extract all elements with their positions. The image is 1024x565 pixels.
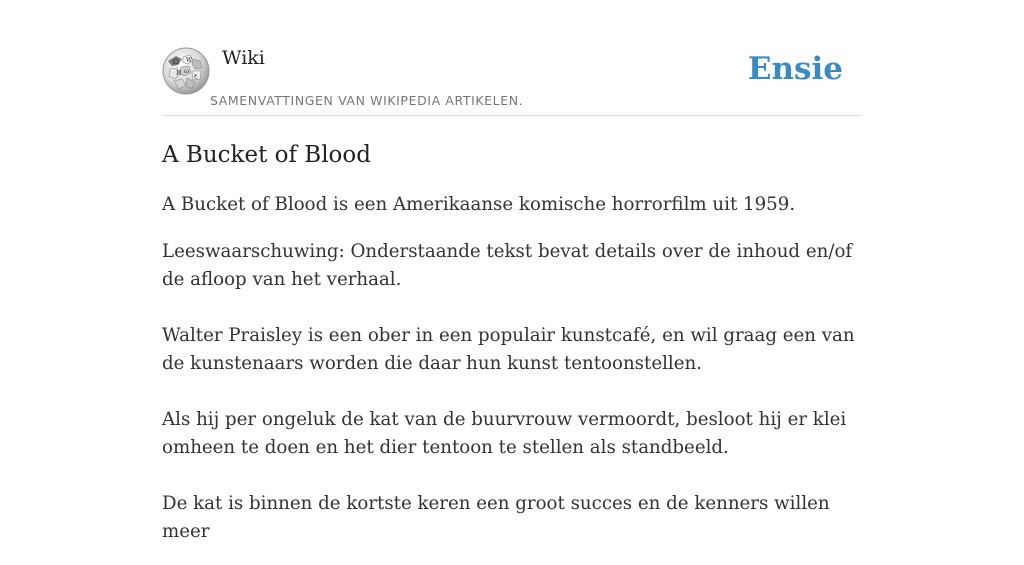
svg-text:Ω: Ω	[173, 58, 179, 66]
article-paragraph: De kat is binnen de kortste keren een groot succes en de kenners willen meer	[162, 493, 830, 542]
article-paragraph: A Bucket of Blood is een Amerikaanse komische horrorfilm uit 1959.	[162, 194, 796, 215]
article-title: A Bucket of Blood	[162, 142, 371, 168]
svg-text:W: W	[186, 57, 193, 64]
site-title-link[interactable]: Wiki	[222, 47, 265, 69]
article-paragraph: Walter Praisley is een ober in een populair kunstcafé, en wil graag een van de kunstenaars worden die daar hun kunst tentoonstellen.	[162, 325, 855, 374]
wikipedia-globe-icon[interactable]	[162, 47, 210, 95]
article-paragraph: Als hij per ongeluk de kat van de buurvrouw vermoordt, besloot hij er klei omheen te doen en het dier tentoon te stellen als standbeeld.	[162, 409, 847, 458]
brand-logo-link[interactable]: Ensie	[747, 51, 843, 87]
article-body	[162, 191, 862, 546]
site-tagline: SAMENVATTINGEN VAN WIKIPEDIA ARTIKELEN.	[210, 93, 524, 108]
svg-text:ع: ع	[194, 72, 198, 79]
content-container	[162, 0, 862, 565]
svg-text:И: И	[176, 70, 182, 77]
svg-text:ω: ω	[184, 68, 189, 75]
article-paragraph: Leeswaarschuwing: Onderstaande tekst bevat details over de inhoud en/of de afloop van het verhaal.	[162, 241, 853, 290]
site-header	[162, 0, 862, 116]
